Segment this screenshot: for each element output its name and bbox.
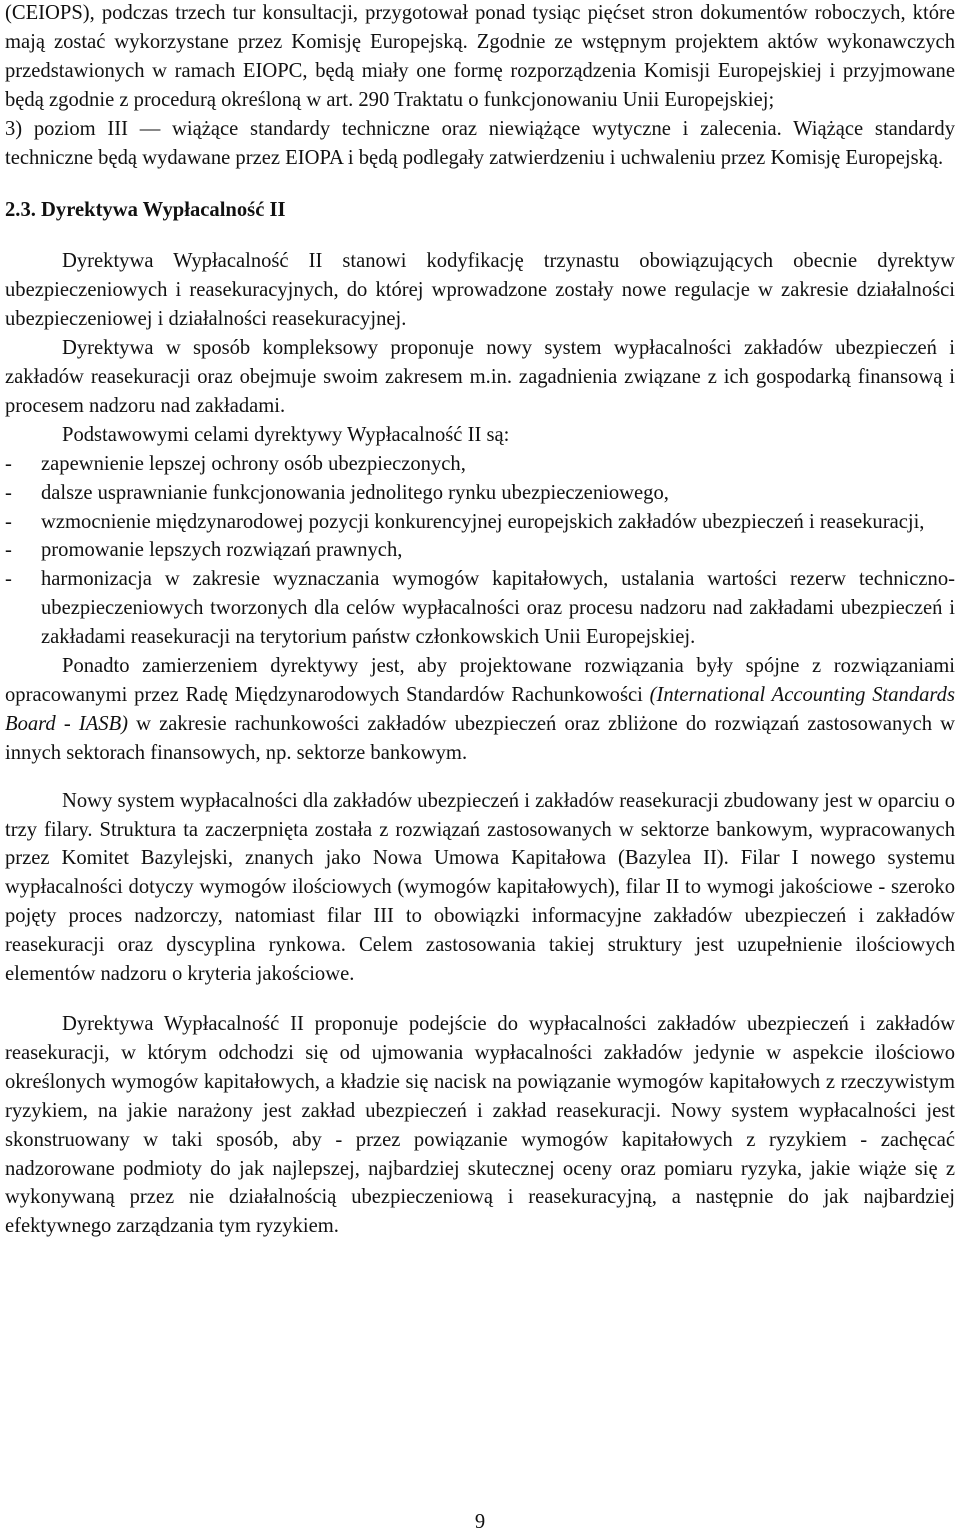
dash-bullet: - <box>5 452 12 475</box>
list-item-text: zapewnienie lepszej ochrony osób ubezpieczonych, <box>41 452 466 475</box>
list-item <box>5 450 955 479</box>
list-item <box>5 536 955 565</box>
dash-bullet: - <box>5 568 12 591</box>
list-item-text: wzmocnienie międzynarodowej pozycji konkurencyjnej europejskich zakładów ubezpieczeń i reasekuracji, <box>41 510 925 533</box>
level-three-item: 3) poziom III — wiążące standardy techniczne oraz niewiążące wytyczne i zalecenia. Wiążące standardy techniczne będą wydawane przez EIOPA i będą podlegały zatwierdzeniu i uchwaleniu przez Komisję Europejską. <box>5 117 955 169</box>
paragraph-4: Nowy system wypłacalności dla zakładów ubezpieczeń i zakładów reasekuracji zbudowany jest w oparciu o trzy filary. Struktura ta zaczerpnięta została z rozwiązań zastosowanych w sektorze bankowym, wypracowanych przez Komitet Bazylejski, znanych jako Nowa Umowa Kapitałowa (Bazylea II). Filar I nowego systemu wypłacalności dotyczy wymogów ilościowych (wymogów kapitałowych), filar II to wymogi jakościowe - szeroko pojęty proces nadzorczy, natomiast filar III to obowiązki informacyjne zakładów ubezpieczeń i zakładów reasekuracji oraz dyscyplina rynkowa. Celem zastosowania takiej struktury jest uzupełnienie ilościowych elementów nadzoru o kryteria jakościowe. <box>5 789 955 986</box>
dash-bullet: - <box>5 539 12 562</box>
page-number: 9 <box>474 1511 486 1533</box>
paragraph-3 <box>5 652 955 768</box>
paragraph-3-text-a: Ponadto zamierzeniem dyrektywy jest, aby projektowane rozwiązania były spójne z rozwiązaniami opracowanymi przez Radę Międzynarodowych Standardów Rachunkowości <box>5 655 955 706</box>
document-page <box>5 0 955 1241</box>
dash-bullet: - <box>5 510 12 533</box>
list-item <box>5 479 955 508</box>
paragraph-3-text-b: w zakresie rachunkowości zakładów ubezpieczeń oraz zbliżone do rozwiązań zastosowanych w innych sektorach finansowych, np. sektorze bankowym. <box>5 712 956 764</box>
paragraph-1: Dyrektywa Wypłacalność II stanowi kodyfikację trzynastu obowiązujących obecnie dyrektyw ubezpieczeniowych i reasekuracyjnych, do której wprowadzone zostały nowe regulacje w zakresie działalności ubezpieczeniowej i działalności reasekuracyjnej. <box>5 250 955 331</box>
paragraph-5: Dyrektywa Wypłacalność II proponuje podejście do wypłacalności zakładów ubezpieczeń i zakładów reasekuracji, w którym odchodzi się od ujmowania wypłacalności zakładów jedynie w aspekcie ilościowo określonych wymogów kapitałowych, a kładzie się nacisk na powiązanie wymogów kapitałowych z rzeczywistym ryzykiem, na jakie narażony jest zakład ubezpieczeń i zakład reasekuracji. Nowy system wypłacalności jest skonstruowany w taki sposób, aby - przez powiązanie wymogów kapitałowych z ryzykiem - zachęcać nadzorowane podmioty do jak najlepszej, najbardziej skutecznej oceny oraz pomiaru ryzyka, jakie wiąże się z wykonywaną przez nie działalnością ubezpieczeniową i reasekuracyjną, a następnie do jak najbardziej efektywnego zarządzania tym ryzykiem. <box>5 1013 955 1238</box>
goals-list <box>5 450 955 652</box>
list-item <box>5 565 955 652</box>
list-item-text: promowanie lepszych rozwiązań prawnych, <box>41 539 403 562</box>
list-item <box>5 508 955 537</box>
list-item-text: dalsze usprawnianie funkcjonowania jednolitego rynku ubezpieczeniowego, <box>41 481 669 504</box>
paragraph-2: Dyrektywa w sposób kompleksowy proponuje nowy system wypłacalności zakładów ubezpieczeń i zakładów reasekuracji oraz obejmuje swoim zakresem m.in. zagadnienia związane z ich gospodarką finansową i procesem nadzoru nad zakładami. <box>5 337 955 417</box>
list-item-text: harmonizacja w zakresie wyznaczania wymogów kapitałowych, ustalania wartości rezerw techniczno-ubezpieczeniowych tworzonych dla celów wypłacalności oraz procesu nadzoru nad zakładami ubezpieczeń i zakładami reasekuracji na terytorium państw członkowskich Unii Europejskiej. <box>41 568 955 649</box>
dash-bullet: - <box>5 481 12 504</box>
goals-intro: Podstawowymi celami dyrektywy Wypłacalność II są: <box>62 423 510 446</box>
continued-paragraph: (CEIOPS), podczas trzech tur konsultacji, przygotował ponad tysiąc pięćset stron dokumentów roboczych, które mają zostać wykorzystane przez Komisję Europejską. Zgodnie ze wstępnym projektem aktów wykonawczych przedstawionych w ramach EIOPC, będą miały one formę rozporządzenia Komisji Europejskiej i przyjmowane będą zgodnie z procedurą określoną w art. 290 Traktatu o funkcjonowaniu Unii Europejskiej; <box>5 2 955 111</box>
section-heading: 2.3. Dyrektywa Wypłacalność II <box>5 199 286 222</box>
paragraph-3-italic: (International Accounting Standards Board - IASB) <box>5 683 955 735</box>
